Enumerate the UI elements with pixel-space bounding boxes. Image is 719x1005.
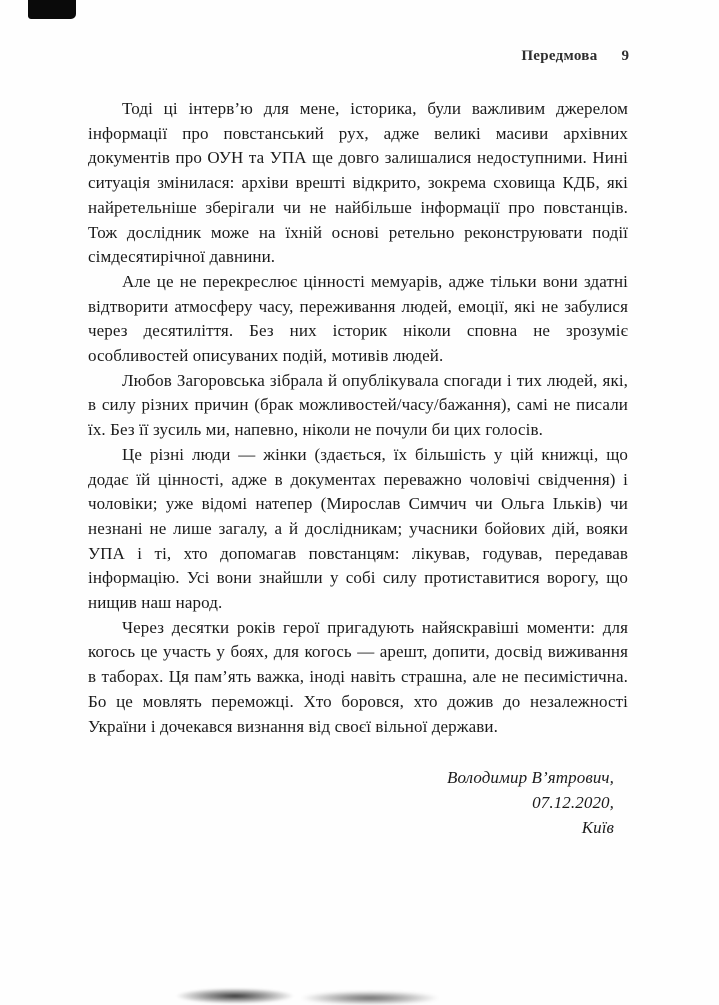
scan-artifact-bottom-left — [175, 988, 295, 1004]
text-block — [88, 97, 628, 840]
paragraph: Тоді ці інтерв’ю для мене, історика, були важливим джерелом інформації про повстанський рух, адже великі масиви архівних документів про ОУН та УПА ще довго залишалися недоступними. Нині ситуація змінилася: архіви врешті відкрито, зокрема сховища КДБ, які найретельніше зберігали чи не найбільше інформації про повстанців. Тож дослідник може на їхній основі ретельно реконструювати події сімдесятирічної давнини. — [88, 99, 628, 267]
scan-artifact-top-left — [28, 0, 76, 19]
paragraph: Це різні люди — жінки (здається, їх більшість у цій книжці, що додає їй цінності, адже в документах переважно чоловічі свідчення) і чоловіки; уже відомі натепер (Мирослав Симчич чи Ольга Ільків) чи незнані не лише загалу, а й дослідникам; учасники бойових дій, вояки УПА і ті, хто допомагав повстанцям: лікував, годував, передавав інформацію. Усі вони знайшли у собі силу протиставитися ворогу, що нищив наш народ. — [88, 444, 628, 613]
signature-date: 07.12.2020, — [532, 793, 614, 813]
page-number: 9 — [621, 48, 629, 64]
running-head — [88, 48, 629, 65]
signature-author: Володимир В’ятрович, — [446, 768, 614, 788]
scan-artifact-bottom-right — [300, 991, 440, 1005]
paragraph: Через десятки років герої пригадують найяскравіші моменти: для когось це участь у боях, для когось — арешт, допити, досвід виживання в таборах. Ця пам’ять важка, іноді навіть страшна, але не песимістична. Бо це мовлять переможці. Хто боровся, хто дожив до незалежності України і дочекався визнання від своєї вільної держави. — [88, 617, 628, 736]
paragraph: Любов Загоровська зібрала й опублікувала спогади і тих людей, які, в силу різних причин (брак можливостей/часу/бажання), самі не писали їх. Без її зусиль ми, напевно, ніколи не почули би цих голосів. — [88, 370, 628, 440]
signature-place: Київ — [581, 818, 614, 838]
paragraph: Але це не перекреслює цінності мемуарів, адже тільки вони здатні відтворити атмосферу часу, переживання людей, емоції, які не забулися через десятиліття. Без них історик ніколи сповна не зрозуміє особливостей описуваних подій, мотивів людей. — [88, 271, 628, 366]
chapter-title: Передмова — [521, 48, 598, 64]
signature-block — [88, 765, 628, 840]
